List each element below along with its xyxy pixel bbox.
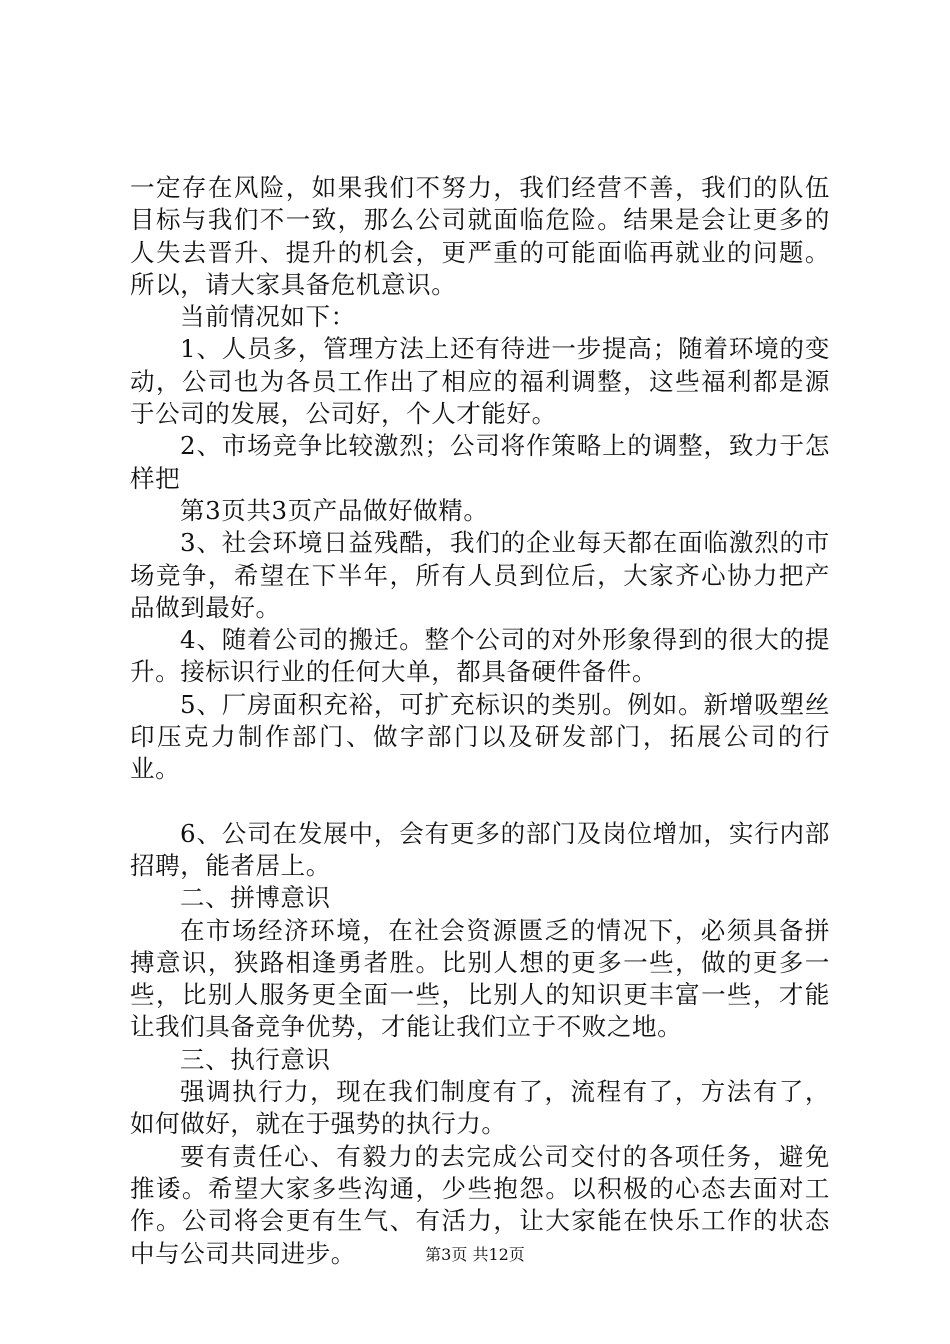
paragraph-item-4: 4、随着公司的搬迁。整个公司的对外形象得到的很大的提升。接标识行业的任何大单，都具备硬件备件。 <box>130 625 830 687</box>
page-number-footer: 第3页 共12页 <box>425 1245 525 1264</box>
paragraph-spacer <box>130 786 830 818</box>
section-heading-execution: 三、执行意识 <box>180 1044 331 1074</box>
paragraph-item-3: 3、社会环境日益残酷，我们的企业每天都在面临激烈的市场竞争，希望在下半年，所有人员到位后，大家齐心协力把产品做到最好。 <box>130 528 830 622</box>
section-heading-striving: 二、拼博意识 <box>180 883 331 913</box>
paragraph-risk: 一定存在风险，如果我们不努力，我们经营不善，我们的队伍目标与我们不一致，那么公司就面临危险。结果是会让更多的人失去晋升、提升的机会，更严重的可能面临再就业的问题。所以，请大家具备危机意识。 <box>130 173 830 299</box>
paragraph-execution: 强调执行力，现在我们制度有了，流程有了，方法有了，如何做好，就在于强势的执行力。 <box>130 1077 830 1139</box>
paragraph-item-2-continued: 第3页共3页产品做好做精。 <box>180 495 489 525</box>
paragraph-item-5: 5、厂房面积充裕，可扩充标识的类别。例如。新增吸塑丝印压克力制作部门、做字部门以及研发部门，拓展公司的行业。 <box>130 689 830 784</box>
paragraph-responsibility: 要有责任心、有毅力的去完成公司交付的各项任务，避免推诿。希望大家多些沟通，少些抱怨。以积极的心态去面对工作。公司将会更有生气、有活力，让大家能在快乐工作的状态中与公司共同进步。 <box>130 1141 830 1268</box>
document-body <box>130 172 830 1270</box>
paragraph-item-2: 2、市场竞争比较激烈；公司将作策略上的调整，致力于怎样把 <box>130 431 830 493</box>
paragraph-striving: 在市场经济环境，在社会资源匮乏的情况下，必须具备拼搏意识，狭路相逢勇者胜。比别人想的更多一些，做的更多一些，比别人服务更全面一些，比别人的知识更丰富一些，才能让我们具备竞争优势，才能让我们立于不败之地。 <box>130 915 830 1042</box>
paragraph-item-1: 1、人员多，管理方法上还有待进一步提高；随着环境的变动，公司也为各员工作出了相应的福利调整，这些福利都是源于公司的发展，公司好，个人才能好。 <box>130 334 830 429</box>
paragraph-current-situation: 当前情况如下： <box>180 302 356 332</box>
paragraph-item-6: 6、公司在发展中，会有更多的部门及岗位增加，实行内部招聘，能者居上。 <box>130 818 830 880</box>
